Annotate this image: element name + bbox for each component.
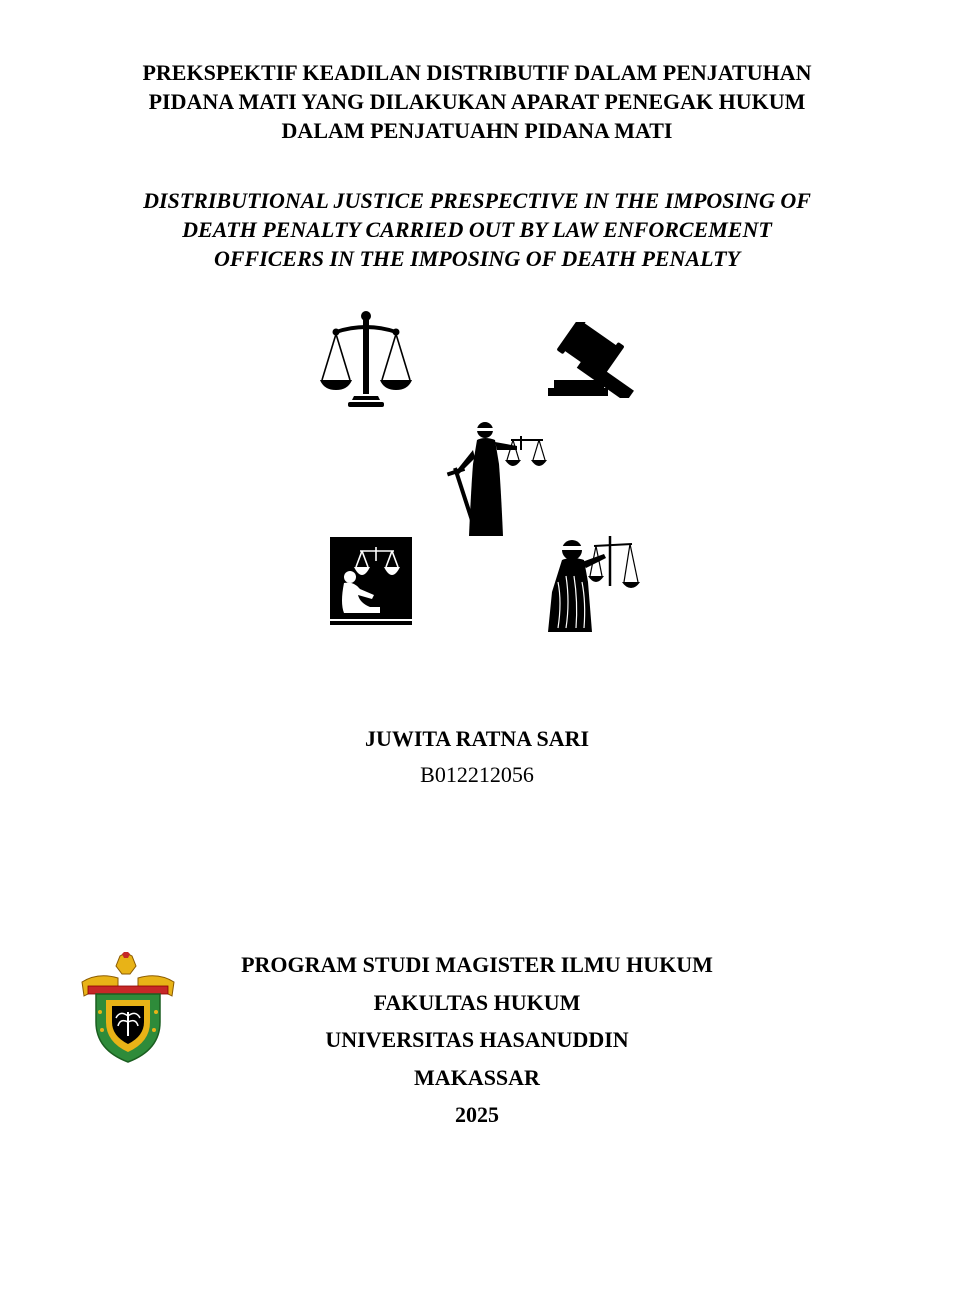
lady-justice-statue-icon [544, 532, 644, 632]
title-english-line-3: OFFICERS IN THE IMPOSING OF DEATH PENALTY [213, 246, 741, 271]
gavel-icon [548, 322, 650, 398]
title-indonesian [60, 58, 894, 145]
institution-block [0, 946, 954, 1134]
faculty-name: FAKULTAS HUKUM [373, 989, 581, 1015]
student-id: B012212056 [420, 762, 534, 787]
title-english [60, 186, 894, 273]
university-name: UNIVERSITAS HASANUDDIN [325, 1027, 629, 1052]
lady-justice-icon [443, 420, 549, 540]
title-english-line-1: DISTRIBUTIONAL JUSTICE PRESPECTIVE IN THE IMPOSING OF [143, 188, 811, 213]
title-indonesian-line-3: DALAM PENJATUAHN PIDANA MATI [281, 118, 673, 143]
title-indonesian-line-1: PREKSPEKTIF KEADILAN DISTRIBUTIF DALAM PENJATUHAN [142, 60, 812, 85]
justice-figure-tile-icon [330, 537, 412, 629]
title-indonesian-line-2: PIDANA MATI YANG DILAKUKAN APARAT PENEGAK HUKUM [148, 89, 806, 114]
program-name: PROGRAM STUDI MAGISTER ILMU HUKUM [241, 952, 713, 977]
title-english-line-2: DEATH PENALTY CARRIED OUT BY LAW ENFORCEMENT [182, 217, 772, 242]
scales-of-justice-icon [318, 310, 414, 410]
city-name: MAKASSAR [414, 1064, 540, 1090]
author-name: JUWITA RATNA SARI [364, 726, 590, 751]
year: 2025 [455, 1102, 499, 1127]
